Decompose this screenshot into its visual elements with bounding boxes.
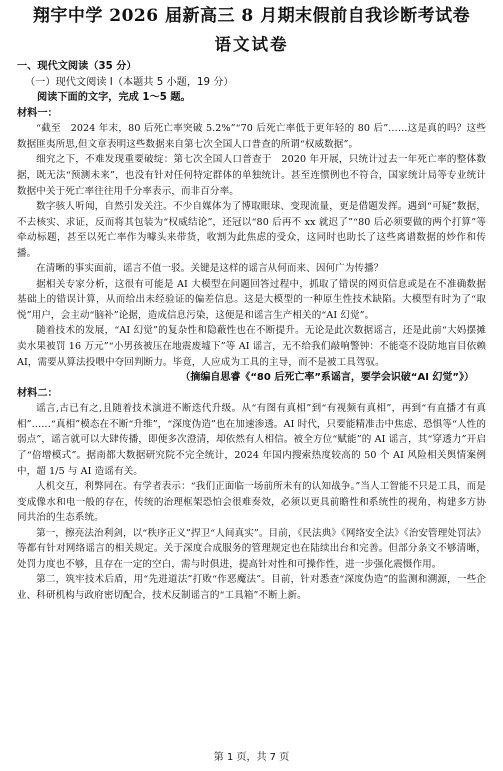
exam-subtitle: 语文试卷: [214, 35, 289, 54]
material1-paragraph: 数字骇人听闻，自然引发关注。不少自媒体为了博取眼球、变现流量，更是借题发挥。遇到“可疑”数据，不去核实、求证，反而将其包装为“权威结论”，还冠以“80 后再不 xx 就迟了”“80 后必须要做的两个打算”等牵动标题，甚至以死亡率作为噱头来带货，收割为此焦虑的受众，这同时也助长了这些离谱数据的炒作和传播。: [17, 201, 486, 259]
material2-paragraph: 谣言,古已有之,且随着技术演进不断迭代升级。从“有图有真相”到“有视频有真相”，再到“有直播才有真相”……“真相”模态在不断“升维”，“深度伪造”也在加速渗透。AI 时代，只要能精准击中焦虑、恐惧等“人性的弱点”，谣言就可以大肆传播，即便多次澄清，却依然有人相信。被全方位“赋能”的 AI 谣言，其“穿透力”开启了“倍增模式”。据南都大数据研究院不完全统计，2024 年国内搜索热度较高的 50 个 AI 风险相关舆情案例中，超 1/5 与 AI 造谣有关。: [17, 403, 486, 477]
material1-paragraph: 细究之下，不难发现重要破绽：第七次全国人口普查于 2020 年开展，只统计过去一年死亡率的整体数据，既无法“预测未来”，也没有针对任何特定群体的单独统计。甚至连惯例也不符合，国家统计局等专业统计数据中关于死亡率往往用千分率表示，而非百分率。: [17, 154, 486, 197]
material1-paragraph: “截至 2024 年末，80 后死亡率突破 5.2%”“70 后死亡率低于更年轻的 80 后”……这是真的吗？这些数据匪夷所思,但文章表明这些数据来自第七次全国人口普查的所谓“权威数据”。: [17, 123, 486, 150]
sub-section-heading: （一）现代文阅读 I（本题共 5 小题，19 分）: [25, 76, 234, 88]
material2-paragraph: 第一，擦亮法治利剑，以“秩序正义”捍卫“人间真实”。目前，《民法典》《网络安全法》《治安管理处罚法》等都有针对网络谣言的相关规定。关于深度合成服务的管理规定也在陆续出台和完善。但部分条文不够清晰，处罚力度也不够，且存在一定的空白，需与时俱进，提高针对性和可操作性，进一步强化震慑作用。: [17, 527, 486, 570]
exam-title: 翔宇中学 2026 届新高三 8 月期末假前自我诊断考试卷: [32, 6, 471, 26]
material2-paragraph: 人机交互，利弊同在。有学者表示：“我们正面临一场前所未有的认知战争。”当人工智能不只是工具，而是变成像水和电一般的存在，传统的治理框架恐怕会很难奏效，必须以更具前瞻性和系统性的视角，构建多方协同共治的生态系统。: [17, 481, 486, 524]
material1-label: 材料一：: [17, 107, 58, 119]
material2-paragraph: 第二，筑牢技术后盾，用“先进道法”打败“作恶魔法”。目前，针对悉查“深度伪造”的监测和溯源，一些企业、科研机构与政府密切配合，技术反制谣言的“工具箱”不断上新。: [17, 574, 486, 601]
material2-label: 材料二：: [17, 387, 58, 399]
section-heading: 一、现代文阅读（35 分）: [17, 61, 137, 72]
material1-paragraph: 在清晰的事实面前，谣言不值一驳。关键是这样的谣言从何而来、因何广为传播？: [36, 263, 384, 275]
reading-instruction: 阅读下面的文字，完成 1～5 题。: [37, 92, 191, 104]
page-number: 第 1 页，共 7 页: [213, 752, 290, 763]
material1-paragraph: 据相关专家分析，这很有可能是 AI 大模型在问题回答过程中，抓取了错误的网页信息或是在不准确数据基础上的错误计算，从而给出未经验证的偏差信息。这是大模型的一种原生性技术缺陷。大模型有时为了“取悦”用户，会主动“脑补”论据，造成信息污染，这便是和谣言生产相关的“AI 幻觉”。: [17, 278, 486, 321]
material1-paragraph: 随着技术的发展，“AI 幻觉”的复杂性和隐蔽性也在不断提升。无论是此次数据谣言，还是此前“大妈摆摊卖水果被罚 16 万元”“小男孩被压在地震废墟下”等 AI 谣言，无不给我们敲响警钟：不能毫不设防地盲目依赖 AI，需要从算法投喂中夺回判断力。毕竟，人应成为工具的主导，而不是被工具驾驭。: [17, 325, 486, 368]
material1-source: （摘编自思睿《“80 后死亡率”系谣言，要学会识破“AI 幻觉”》）: [180, 372, 474, 384]
